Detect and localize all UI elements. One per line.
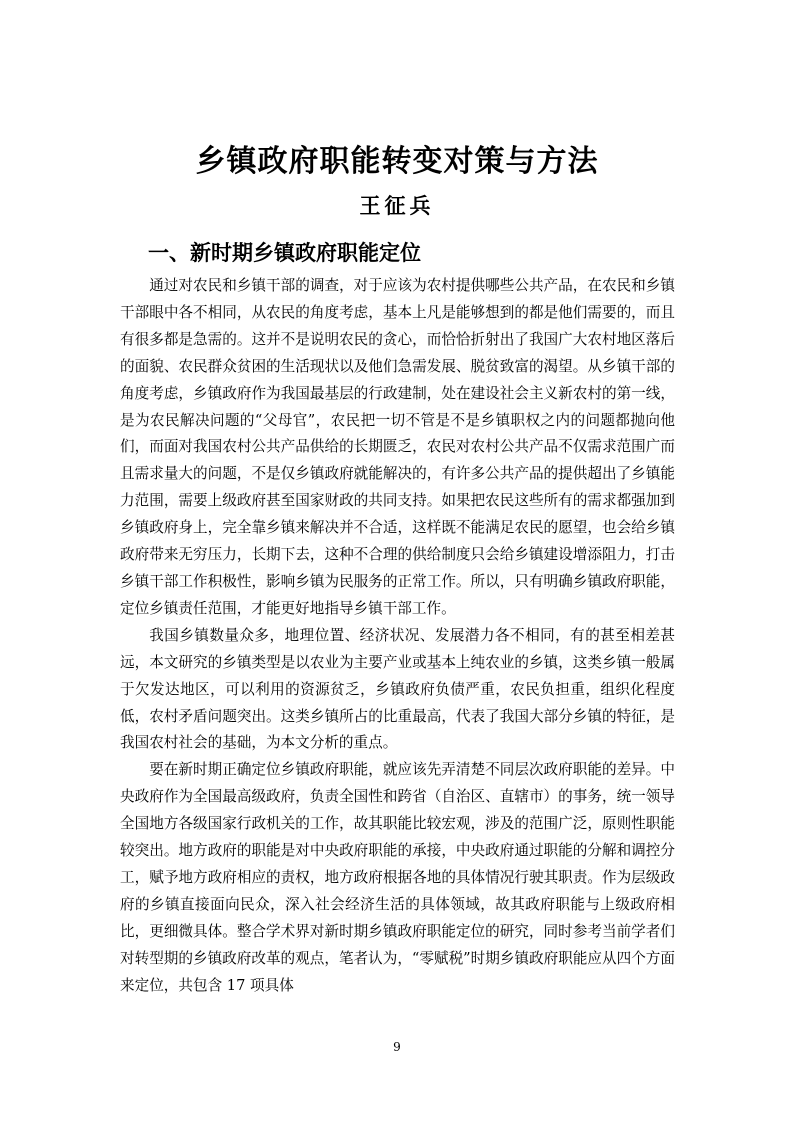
- author-name: 王征兵: [359, 193, 435, 218]
- body-text: [120, 273, 675, 999]
- section-heading: 一、新时期乡镇政府职能定位: [148, 240, 421, 265]
- paragraph: 要在新时期正确定位乡镇政府职能，就应该先弄清楚不同层次政府职能的差异。中央政府作为全国最高级政府，负责全国性和跨省（自治区、直辖市）的事务，统一领导全国地方各级国家行政机关的工作，故其职能比较宏观，涉及的范围广泛，原则性职能较突出。地方政府的职能是对中央政府职能的承接，中央政府通过职能的分解和调控分工，赋予地方政府相应的责权，地方政府根据各地的具体情况行驶其职责。作为层级政府的乡镇直接面向民众，深入社会经济生活的具体领域，故其政府职能与上级政府相比，更细微具体。整合学术界对新时期乡镇政府职能定位的研究，同时参考当前学者们对转型期的乡镇政府改革的观点，笔者认为，“零赋税”时期乡镇政府职能应从四个方面来定位，共包含 17 项具体: [120, 761, 675, 994]
- page-number: 9: [393, 1040, 401, 1054]
- paragraph: 我国乡镇数量众多，地理位置、经济状况、发展潜力各不相同，有的甚至相差甚远，本文研究的乡镇类型是以农业为主要产业或基本上纯农业的乡镇，这类乡镇一般属于欠发达地区，可以利用的资源贫乏，乡镇政府负债严重，农民负担重，组织化程度低，农村矛盾问题突出。这类乡镇所占的比重最高，代表了我国大部分乡镇的特征，是我国农村社会的基础，为本文分析的重点。: [120, 626, 675, 752]
- document-title: 乡镇政府职能转变对策与方法: [195, 144, 599, 179]
- paragraph: 通过对农民和乡镇干部的调查，对于应该为农村提供哪些公共产品，在农民和乡镇干部眼中各不相同，从农民的角度考虑，基本上凡是能够想到的都是他们需要的，而且有很多都是急需的。这并不是说明农民的贪心，而恰恰折射出了我国广大农村地区落后的面貌、农民群众贫困的生活现状以及他们急需发展、脱贫致富的渴望。从乡镇干部的角度考虑，乡镇政府作为我国最基层的行政建制，处在建设社会主义新农村的第一线，是为农民解决问题的“父母官”，农民把一切不管是不是乡镇职权之内的问题都抛向他们，而面对我国农村公共产品供给的长期匮乏，农民对农村公共产品不仅需求范围广而且需求量大的问题，不是仅乡镇政府就能解决的，有许多公共产品的提供超出了乡镇能力范围，需要上级政府甚至国家财政的共同支持。如果把农民这些所有的需求都强加到乡镇政府身上，完全靠乡镇来解决并不合适，这样既不能满足农民的愿望，也会给乡镇政府带来无穷压力，长期下去，这种不合理的供给制度只会给乡镇建设增添阻力，打击乡镇干部工作积极性，影响乡镇为民服务的正常工作。所以，只有明确乡镇政府职能，定位乡镇责任范围，才能更好地指导乡镇干部工作。: [120, 277, 675, 617]
